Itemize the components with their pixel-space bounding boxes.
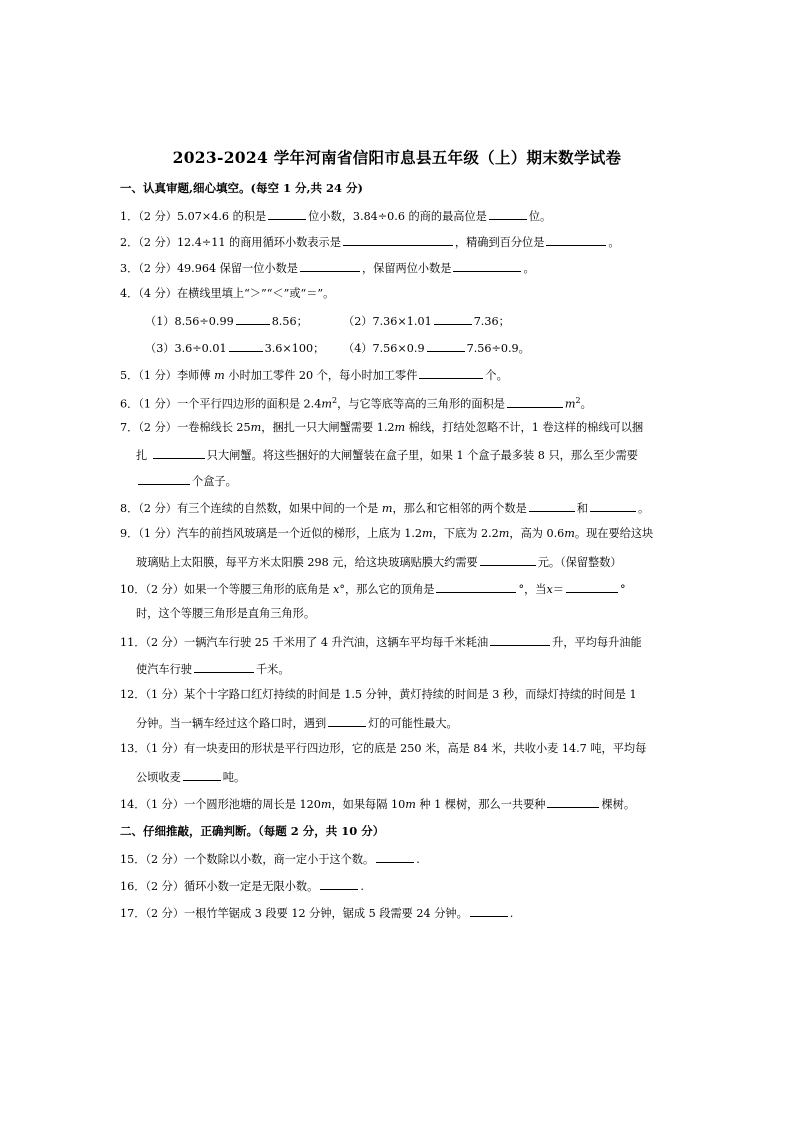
question-13-line-2: 公顷收麦 吨。	[136, 771, 246, 784]
question-7-line-3: 个盒子。	[136, 473, 237, 489]
answer-blank[interactable]	[229, 340, 263, 352]
answer-blank[interactable]	[470, 905, 508, 917]
answer-blank[interactable]	[268, 208, 306, 220]
question-8: 8．（2 分）有三个连续的自然数，如果中间的一个是 m，那么和它相邻的两个数是 和 。	[120, 502, 650, 515]
question-4-stem: 4．（4 分）在横线里填上“＞”“＜”或“＝”。	[120, 287, 335, 300]
question-3: 3．（2 分）49.964 保留一位小数是 ，保留两位小数是 。	[120, 262, 535, 275]
question-4-part-3: （3）3.6÷0.01 3.6×100；	[145, 342, 325, 355]
answer-blank[interactable]	[300, 260, 360, 272]
answer-blank[interactable]	[590, 500, 636, 512]
question-7-line-1: 7．（2 分）一卷棉线长 25m，捆扎一只大闸蟹需要 1.2m 棉线，打结处忽略不计，1 卷这样的棉线可以捆	[120, 421, 644, 434]
question-7-line-2: 扎 只大闸蟹。将这些捆好的大闸蟹装在盒子里，如果 1 个盒子最多装 8 只，那么至少需要	[136, 449, 638, 462]
answer-blank[interactable]	[490, 634, 550, 646]
answer-blank[interactable]	[436, 581, 516, 593]
question-6: 6．（1 分）一个平行四边形的面积是 $2.4m^2$，与它等底等高的三角形的面积是 $m^2$。	[120, 396, 592, 411]
answer-blank[interactable]	[419, 367, 483, 379]
question-17: 17．（2 分）一根竹竿锯成 3 段要 12 分钟，锯成 5 段需要 24 分钟。 .	[120, 907, 514, 920]
answer-blank[interactable]	[376, 851, 414, 863]
question-2: 2．（2 分）12.4÷11 的商用循环小数表示是 ，精确到百分位是 。	[120, 236, 620, 249]
answer-blank[interactable]	[529, 500, 575, 512]
answer-blank[interactable]	[194, 661, 254, 673]
answer-blank[interactable]	[183, 769, 221, 781]
question-4-part-4: （4）7.56×0.9 7.56÷0.9。	[343, 342, 530, 355]
question-9-line-1: 9．（1 分）汽车的前挡风玻璃是一个近似的梯形，上底为 1.2m，下底为 2.2m，高为 0.6m。现在要给这块	[120, 527, 654, 540]
section-2-heading: 二、仔细推敲，正确判断。（每题 2 分，共 10 分）	[120, 824, 385, 838]
answer-blank[interactable]	[343, 234, 453, 246]
section-1-heading: 一、认真审题,细心填空。(每空 1 分,共 24 分)	[120, 181, 363, 195]
answer-blank[interactable]	[236, 313, 270, 325]
question-15: 15．（2 分）一个数除以小数，商一定小于这个数。 .	[120, 853, 420, 866]
question-16: 16．（2 分）循环小数一定是无限小数。 .	[120, 880, 364, 893]
question-1: 1．（2 分）5.07×4.6 的积是 位小数，3.84÷0.6 的商的最高位是 位。	[120, 210, 552, 223]
answer-blank[interactable]	[153, 447, 205, 459]
question-11-line-2: 使汽车行驶 千米。	[136, 663, 290, 676]
question-4-part-1: （1）8.56÷0.99 8.56；	[145, 315, 308, 328]
page-title: 2023-2024 学年河南省信阳市息县五年级（上）期末数学试卷	[172, 148, 622, 167]
answer-blank[interactable]	[138, 473, 190, 485]
question-9-line-2: 玻璃贴上太阳膜，每平方米太阳膜 298 元，给这块玻璃贴膜大约需要 元。（保留整数）	[136, 556, 622, 569]
answer-blank[interactable]	[427, 340, 465, 352]
answer-blank[interactable]	[328, 715, 366, 727]
question-10-line-2: 时，这个等腰三角形是直角三角形。	[136, 607, 316, 620]
answer-blank[interactable]	[453, 260, 521, 272]
answer-blank[interactable]	[489, 208, 527, 220]
answer-blank[interactable]	[547, 796, 599, 808]
question-11-line-1: 11．（2 分）一辆汽车行驶 25 千米用了 4 升汽油，这辆车平均每千米耗油 升，平均每升油能	[120, 636, 642, 649]
question-12-line-1: 12．（1 分）某个十字路口红灯持续的时间是 1.5 分钟，黄灯持续的时间是 3 秒，而绿灯持续的时间是 1	[120, 688, 637, 701]
answer-blank[interactable]	[566, 581, 618, 593]
question-14: 14．（1 分）一个圆形池塘的周长是 120m，如果每隔 10m 种 1 棵树，那么一共要种 棵树。	[120, 798, 636, 811]
question-13-line-1: 13．（1 分）有一块麦田的形状是平行四边形，它的底是 250 米，高是 84 米，共收小麦 14.7 吨，平均每	[120, 742, 647, 755]
question-10-line-1: 10．（2 分）如果一个等腰三角形的底角是 x°，那么它的顶角是 °，当x＝ °	[120, 583, 626, 596]
answer-blank[interactable]	[320, 878, 358, 890]
answer-blank[interactable]	[507, 396, 563, 408]
question-4-part-2: （2）7.36×1.01 7.36；	[343, 315, 510, 328]
answer-blank[interactable]	[480, 554, 536, 566]
answer-blank[interactable]	[434, 313, 472, 325]
question-12-line-2: 分钟。当一辆车经过这个路口时，遇到 灯的可能性最大。	[136, 717, 458, 730]
answer-blank[interactable]	[546, 234, 606, 246]
question-5: 5．（1 分）李师傅 m 小时加工零件 20 个，每小时加工零件 个。	[120, 369, 508, 382]
